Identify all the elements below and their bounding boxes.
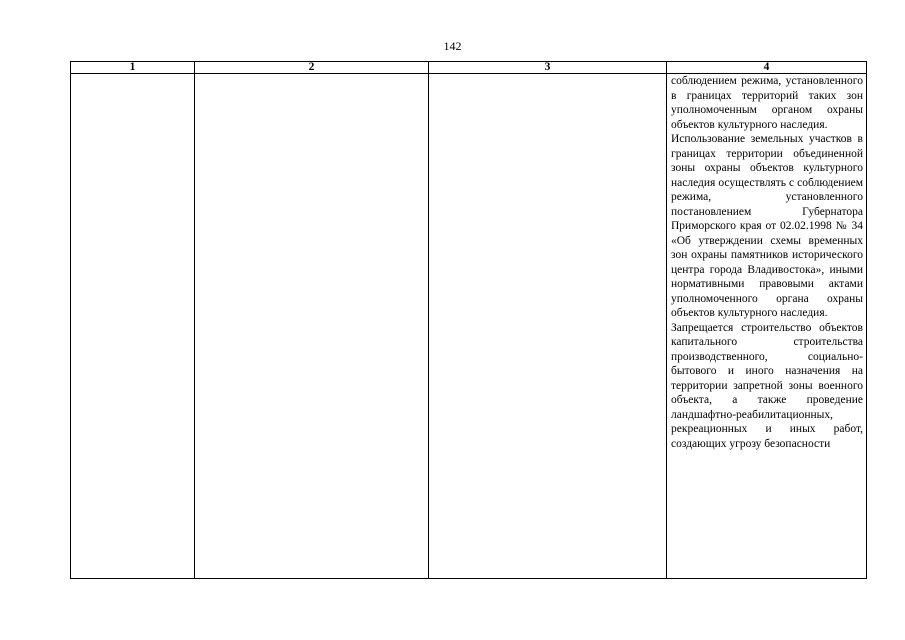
cell-col4 [667, 74, 867, 579]
page-number: 142 [443, 39, 462, 53]
paragraph-prohibition: Запрещается строительство объектов капитального строительства производственного, социально-бытового и иного назначения на территории запретной зоны военного объекта, а также проведение ландшафтно-реабилитационных, рекреационных и иных работ, создающих угрозу безопасности [671, 321, 863, 450]
cell-col3 [429, 74, 667, 579]
cell-col2 [195, 74, 429, 579]
column-header-2: 2 [195, 62, 429, 74]
document-table [70, 61, 867, 579]
table-header-row [71, 62, 867, 74]
cell-col1 [71, 74, 195, 579]
paragraph-land-use: Использование земельных участков в границах территории объединенной зоны охраны объектов культурного наследия осуществлять с соблюдением режима, установленного постановлением Губернатора Приморского края от 02.02.1998 № 34 «Об утверждении схемы временных зон охраны памятников исторического центра города Владивостока», иными нормативными правовыми актами уполномоченного органа охраны объектов культурного наследия. [671, 133, 863, 319]
table-row [71, 74, 867, 579]
column-header-1: 1 [71, 62, 195, 74]
column-header-4: 4 [667, 62, 867, 74]
paragraph-zone-regime: соблюдением режима, установленного в границах территорий таких зон уполномоченным органом охраны объектов культурного наследия. [671, 75, 863, 131]
column-header-3: 3 [429, 62, 667, 74]
